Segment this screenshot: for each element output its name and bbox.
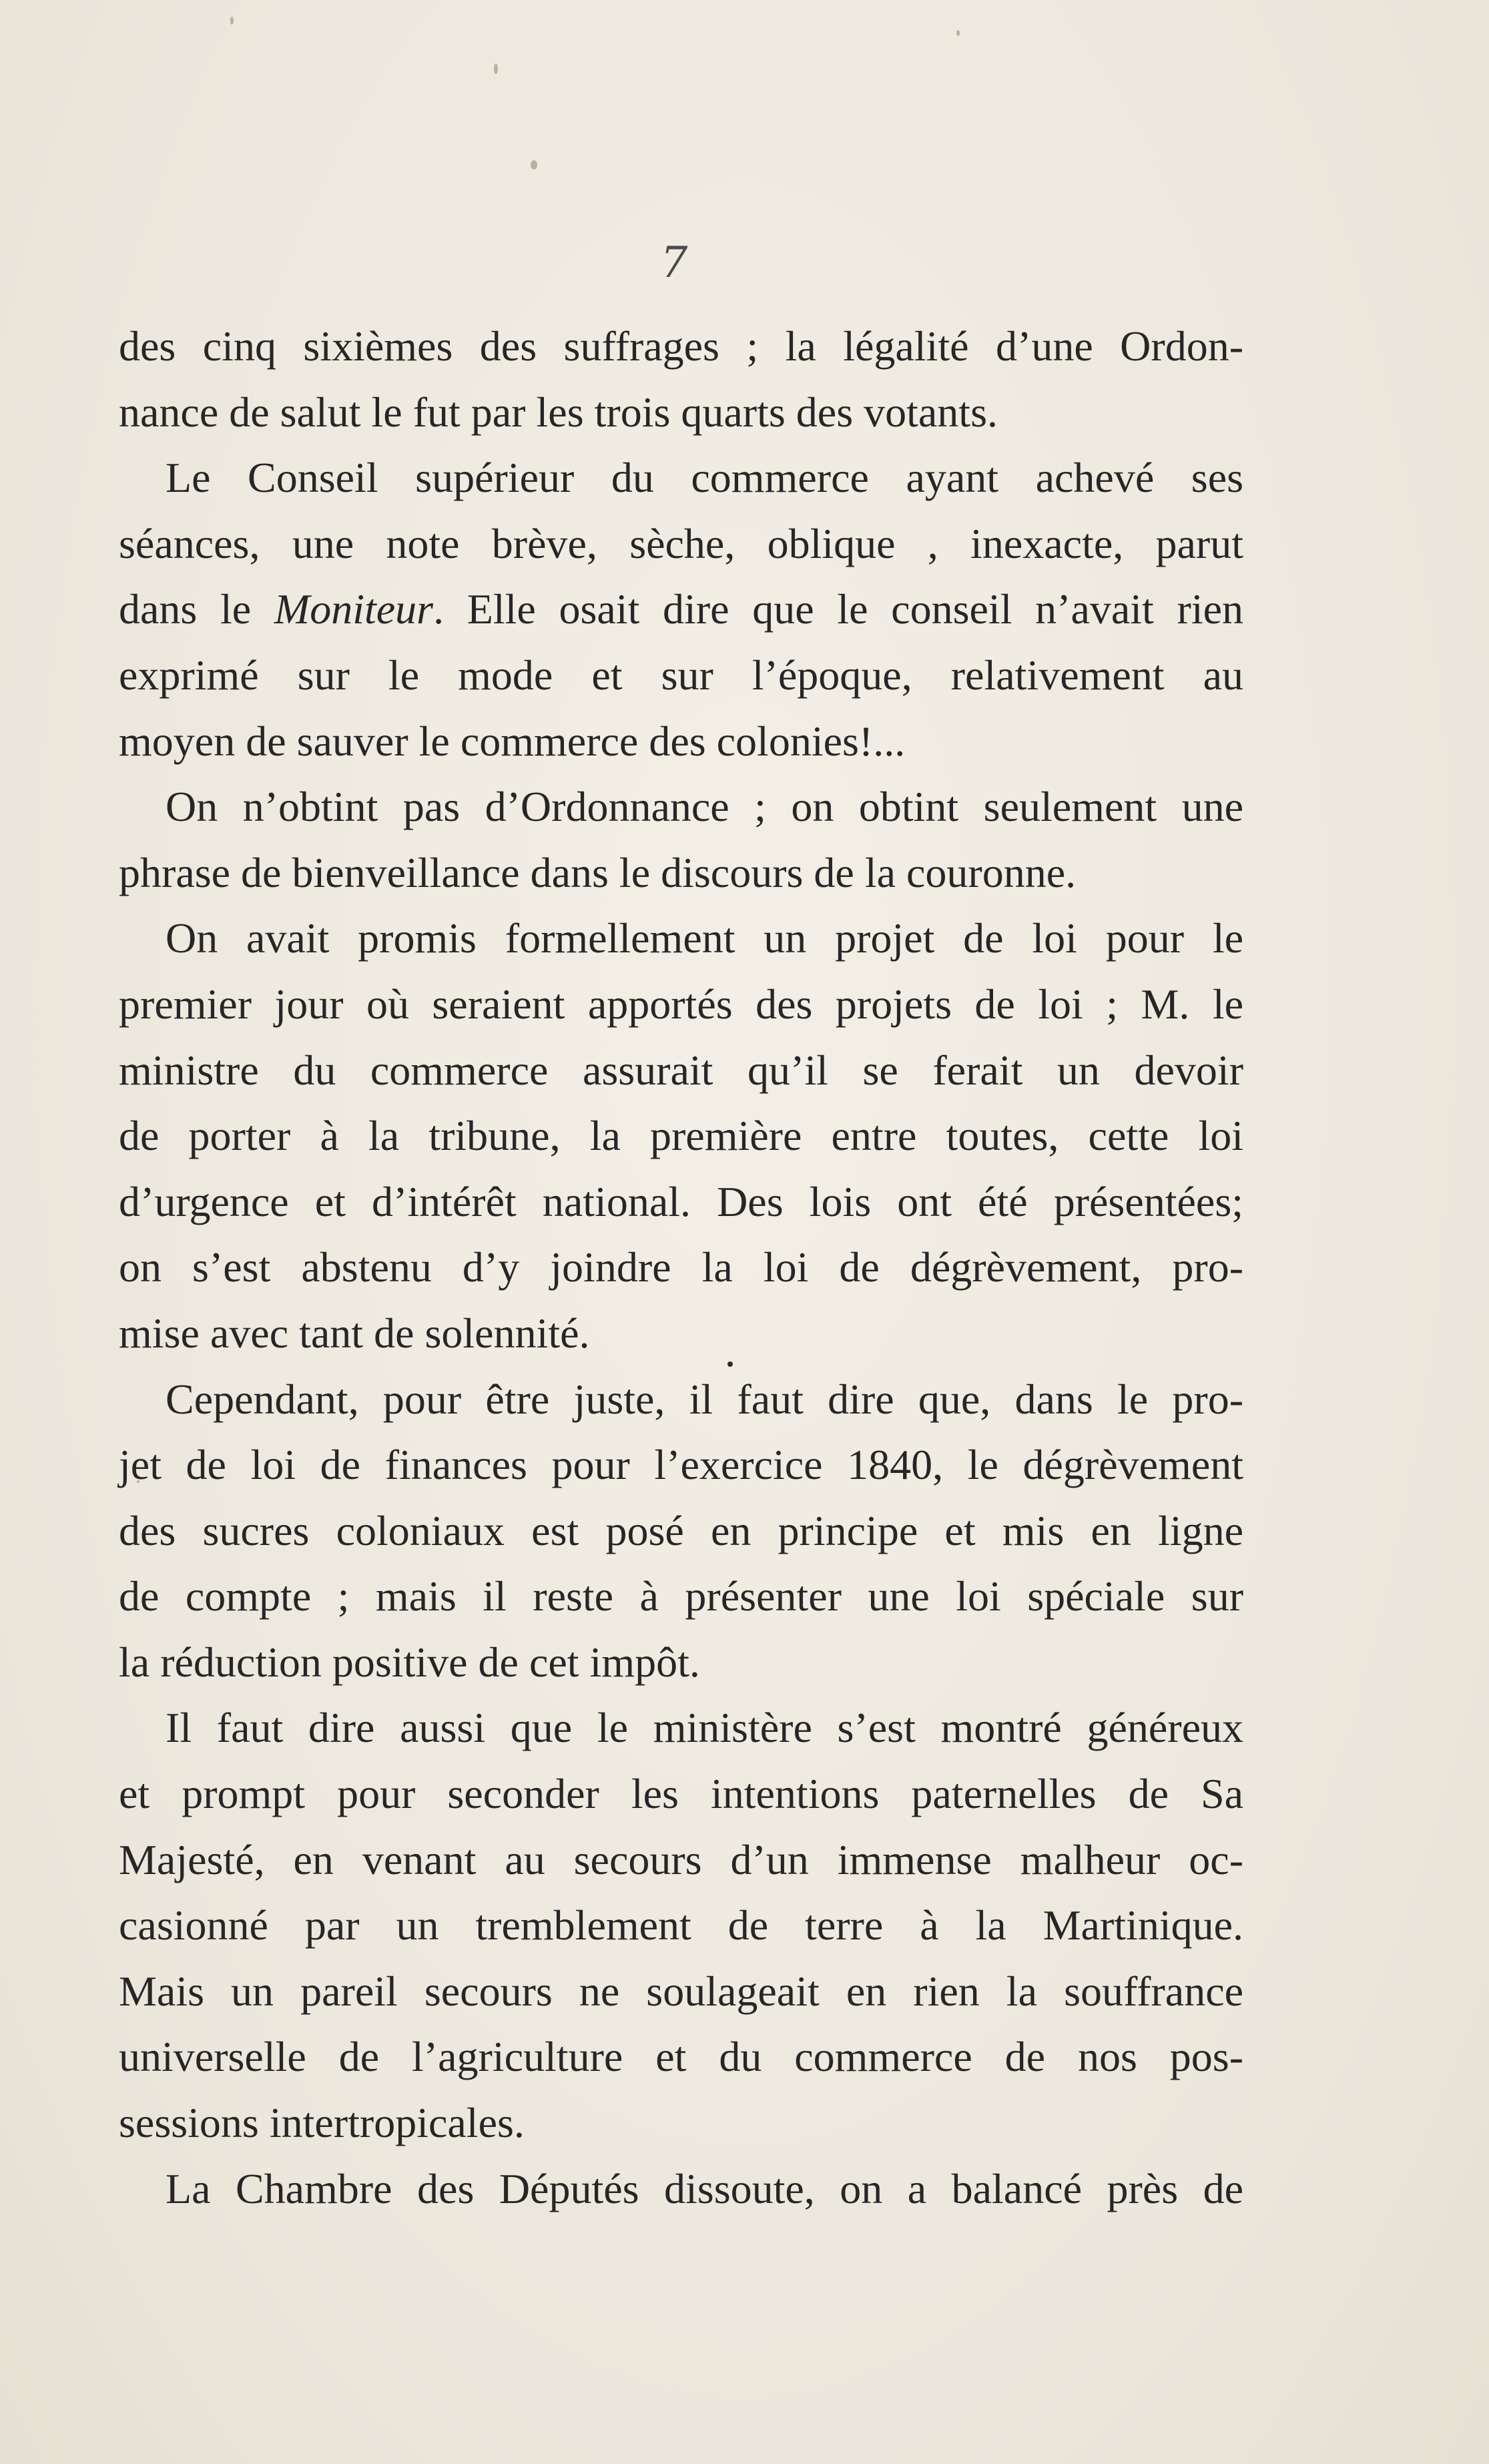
- text-line: La Chambre des Députés dissoute, on a balancé près de: [166, 2164, 1243, 2212]
- text-line: casionné par un tremblement de terre à la Martinique.: [119, 1901, 1243, 1949]
- text-line: nance de salut le fut par les trois quarts des votants.: [119, 388, 998, 436]
- text-line: premier jour où seraient apportés des projets de loi ; M. le: [119, 980, 1243, 1028]
- text-line: sessions intertropicales.: [119, 2099, 525, 2147]
- text-line: et prompt pour seconder les intentions paternelles de Sa: [119, 1770, 1243, 1818]
- text-fragment: . Elle osait dire que le conseil n’avait rien: [433, 585, 1244, 633]
- text-line: On n’obtint pas d’Ordonnance ; on obtint seulement une: [166, 783, 1243, 831]
- text-line: Mais un pareil secours ne soulageait en rien la souffrance: [119, 1967, 1243, 2015]
- text-line: phrase de bienveillance dans le discours de la couronne.: [119, 848, 1077, 896]
- text-line: [119, 577, 1243, 643]
- text-line: de compte ; mais il reste à présenter une loi spéciale sur: [119, 1572, 1243, 1620]
- text-line: exprimé sur le mode et sur l’époque, relativement au: [119, 651, 1243, 699]
- text-line: la réduction positive de cet impôt.: [119, 1638, 700, 1686]
- text-line: universelle de l’agriculture et du commerce de nos pos-: [119, 2033, 1243, 2081]
- text-line: de porter à la tribune, la première entre toutes, cette loi: [119, 1112, 1243, 1160]
- text-line: Le Conseil supérieur du commerce ayant achevé ses: [166, 454, 1243, 502]
- text-line: Cependant, pour être juste, il faut dire que, dans le pro-: [166, 1375, 1243, 1423]
- ink-speck: [230, 17, 234, 25]
- ink-speck: [956, 30, 960, 36]
- text-line: on s’est abstenu d’y joindre la loi de dégrèvement, pro-: [119, 1243, 1243, 1291]
- text-line: Il faut dire aussi que le ministère s’est montré généreux: [166, 1704, 1243, 1752]
- text-line: On avait promis formellement un projet de loi pour le: [166, 914, 1243, 962]
- text-line: séances, une note brève, sèche, oblique , inexacte, parut: [119, 519, 1243, 567]
- ink-speck: [494, 63, 498, 74]
- page-number: 7: [660, 238, 688, 288]
- ink-speck: [531, 160, 537, 170]
- text-line: d’urgence et d’intérêt national. Des lois ont été présentées;: [119, 1177, 1243, 1225]
- italic-title: Moniteur: [274, 585, 434, 633]
- text-fragment: dans le: [119, 585, 274, 633]
- text-line: des cinq sixièmes des suffrages ; la légalité d’une Ordon-: [119, 322, 1243, 370]
- text-line: Majesté, en venant au secours d’un immense malheur oc-: [119, 1835, 1243, 1883]
- text-line: des sucres coloniaux est posé en principe et mis en ligne: [119, 1506, 1243, 1554]
- body-text: [119, 314, 1243, 2222]
- text-line: moyen de sauver le commerce des colonies!...: [119, 717, 906, 765]
- text-line: jet de loi de finances pour l’exercice 1840, le dégrèvement: [119, 1441, 1243, 1489]
- text-line: mise avec tant de solennité.: [119, 1309, 590, 1357]
- text-line: ministre du commerce assurait qu’il se ferait un devoir: [119, 1046, 1243, 1094]
